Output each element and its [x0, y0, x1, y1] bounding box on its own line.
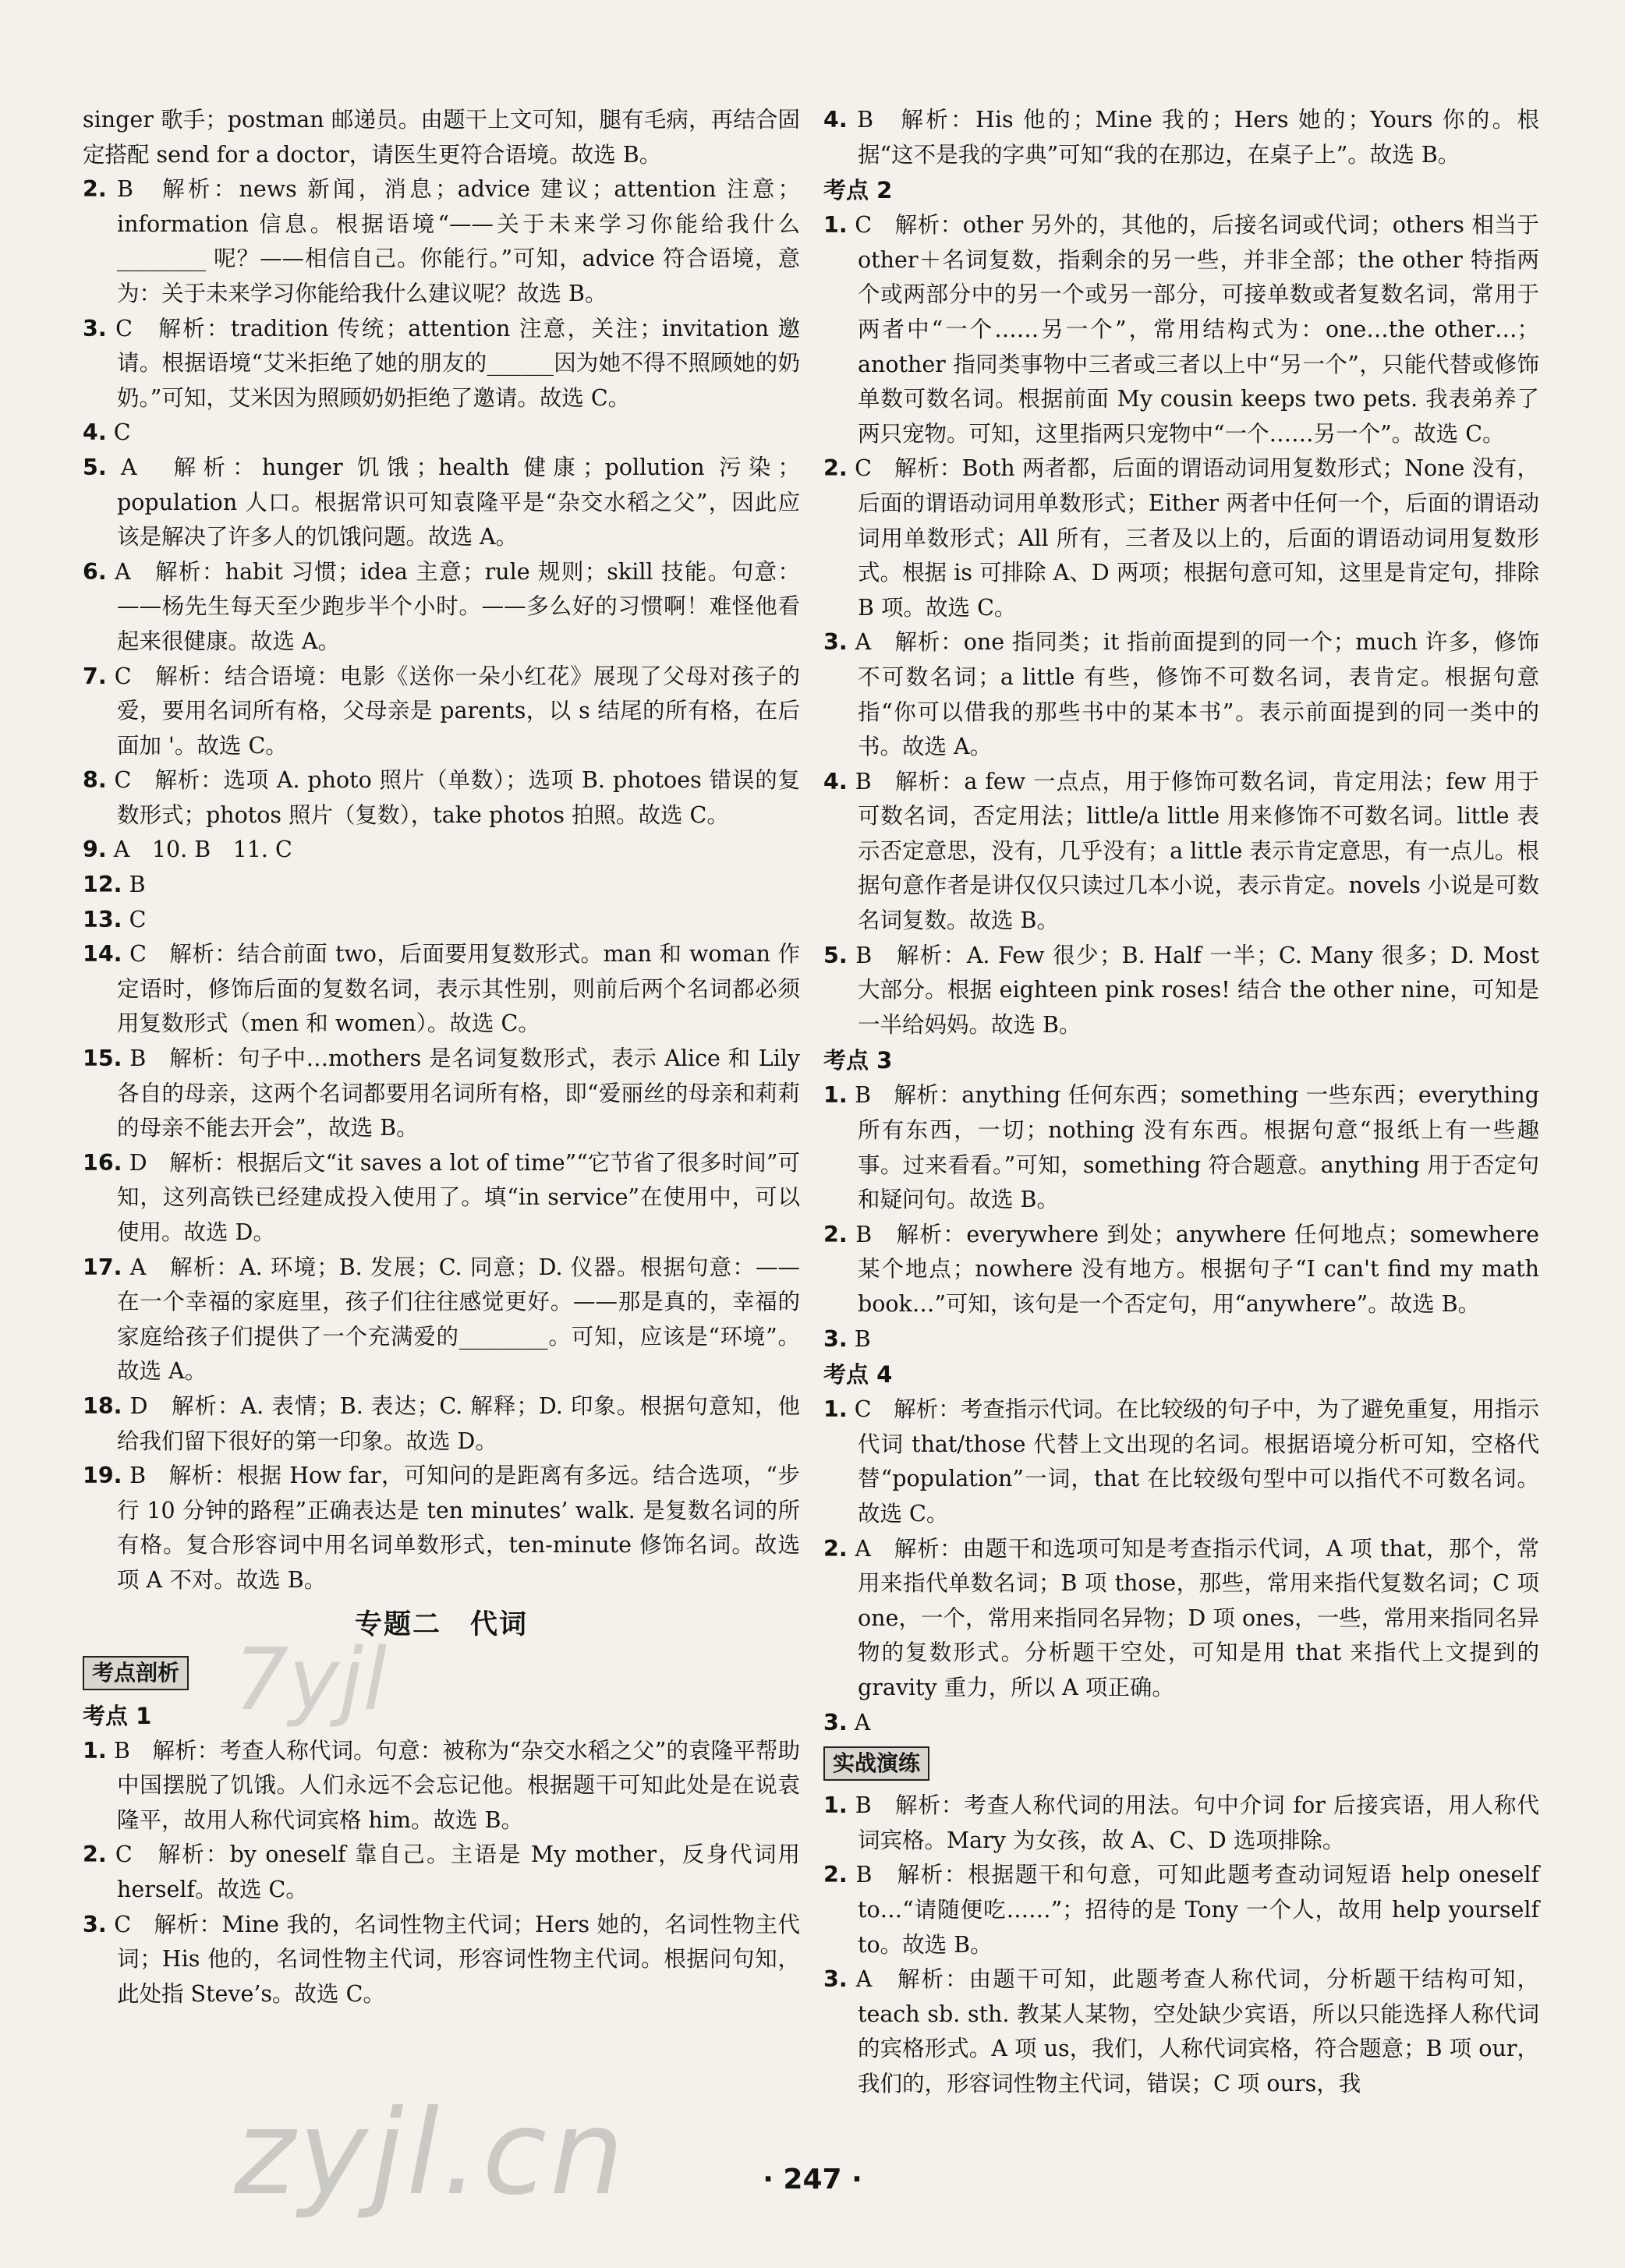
answer-item [83, 1734, 800, 1838]
answer-item [83, 1838, 800, 1907]
item-number: 2. [823, 1862, 848, 1888]
boxed-label-row [823, 1740, 1539, 1789]
answer-item [83, 937, 800, 1042]
item-number: 2. [83, 1842, 107, 1868]
watermark-mid: 7yjl [234, 1629, 388, 1729]
item-number: 3. [83, 1911, 107, 1937]
item-number: 17. [83, 1254, 122, 1280]
answer-item [823, 939, 1539, 1043]
item-number: 12. [83, 872, 122, 898]
section-heading: 考点 2 [823, 177, 893, 204]
item-number: 1. [823, 1082, 848, 1109]
item-text: B 解析：根据 How far，可知问的是距离有多远。结合选项，“步行 10 分钟的路程”正确表达是 ten minutes’ walk. 是复数名词的所有格。复合形容词中用名词单数形式，ten-minute 修饰名词。故选项 A 不对。故选 B。 [117, 1463, 800, 1593]
answer-item [83, 1146, 800, 1251]
item-text: A [854, 1709, 871, 1735]
answer-item [823, 1858, 1539, 1962]
item-number: 2. [823, 455, 848, 482]
answer-item [823, 103, 1539, 172]
item-text: A 解析：A. 环境；B. 发展；C. 同意；D. 仪器。根据句意：——在一个幸福的家庭里，孩子们往往感觉更好。——那是真的，幸福的家庭给孩子们提供了一个充满爱的________。可知，应该是“环境”。故选 A。 [117, 1254, 800, 1385]
topic-title: 专题二 代词 [354, 1608, 528, 1640]
answer-item [83, 1459, 800, 1598]
answer-item [83, 868, 800, 903]
answer-item [83, 1908, 800, 2012]
item-text: C 解析：Mine 我的，名词性物主代词；Hers 她的，名词性物主代词；His 他的，名词性物主代词，形容词性物主代词。根据问句知，此处指 Steve’s。故选 C。 [114, 1911, 800, 2007]
answer-item [823, 1789, 1539, 1858]
boxed-label: 实战演练 [823, 1746, 929, 1781]
right-column [823, 103, 1539, 2101]
item-text: D 解析：A. 表情；B. 表达；C. 解释；D. 印象。根据句意知，他给我们留下很好的第一印象。故选 D。 [117, 1392, 800, 1454]
item-text: A 解析：hunger 饥饿；health 健康；pollution 污染；population 人口。根据常识可知袁隆平是“杂交水稻之父”，因此应该是解决了许多人的饥饿问题。故选 A。 [117, 454, 800, 550]
answer-item [823, 625, 1539, 764]
item-number: 15. [83, 1046, 122, 1072]
item-text: B [129, 872, 146, 898]
answer-item [823, 1078, 1539, 1217]
item-number: 4. [823, 107, 848, 133]
answer-item [83, 833, 800, 868]
answer-item [83, 451, 800, 555]
item-text: C [113, 419, 131, 446]
item-text: B 解析：everywhere 到处；anywhere 任何地点；somewhere 某个地点；nowhere 没有地方。根据句子“I can't find my math book…”可知，该句是一个否定句，用“anywhere”。故选 B。 [855, 1221, 1540, 1317]
item-text: B [854, 1325, 871, 1352]
item-number: 4. [83, 419, 107, 446]
item-number: 1. [823, 1396, 848, 1423]
section-heading: 考点 3 [823, 1047, 893, 1074]
item-text: B 解析：A. Few 很少；B. Half 一半；C. Many 很多；D. Most 大部分。根据 eighteen pink roses! 结合 the other nine，可知是一半给妈妈。故选 B。 [855, 942, 1539, 1038]
item-text: B 解析：news 新闻，消息；advice 建议；attention 注意；information 信息。根据语境“——关于未来学习你能给我什么________ 呢？——相信自己。你能行。”可知，advice 符合语境，意为：关于未来学习你能给我什么建议呢？故选 B。 [117, 176, 800, 306]
boxed-label-row [83, 1650, 800, 1698]
answer-item [83, 416, 800, 451]
item-number: 6. [83, 558, 107, 585]
answer-item [823, 1706, 1539, 1741]
item-number: 16. [83, 1149, 122, 1176]
item-number: 5. [823, 942, 848, 968]
item-number: 5. [83, 454, 107, 480]
item-text: C 解析：Both 两者都，后面的谓语动词用复数形式；None 没有，后面的谓语动词用单数形式；Either 两者中任何一个，后面的谓语动词用单数形式；All 所有，三者及以上的，后面的谓语动词用复数形式。根据 is 可排除 A、D 两项；根据句意可知，这里是肯定句，排除 B 项。故选 C。 [855, 455, 1540, 621]
item-number: 1. [823, 1792, 848, 1819]
item-number: 9. [83, 837, 107, 863]
item-number: 1. [823, 212, 848, 239]
item-number: 1. [83, 1737, 107, 1764]
item-text: C 解析：结合前面 two，后面要用复数形式。man 和 woman 作定语时，修饰后面的复数名词，表示其性别，则前后两个名词都必须用复数形式（men 和 women）。故选 C。 [117, 941, 800, 1037]
item-number: 7. [83, 663, 107, 689]
answer-item [83, 172, 800, 311]
item-text: B 解析：考查人称代词。句意：被称为“杂交水稻之父”的袁隆平帮助中国摆脱了饥饿。人们永远不会忘记他。根据题干可知此处是在说袁隆平，故用人称代词宾格 him。故选 B。 [113, 1737, 801, 1833]
item-number: 3. [823, 1966, 848, 1993]
answer-item [83, 1389, 800, 1459]
item-text: B 解析：a few 一点点，用于修饰可数名词，肯定用法；few 用于可数名词，否定用法；little/a little 用来修饰不可数名词。little 表示否定意思，没有，几乎没有；a little 表示肯定意思，有一点儿。根据句意作者是讲仅仅只读过几本小说，表示肯定。novels 小说是可数名词复数。故选 B。 [855, 768, 1540, 934]
item-number: 3. [823, 1709, 848, 1735]
item-text: C 解析：tradition 传统；attention 注意，关注；invitation 邀请。根据语境“艾米拒绝了她的朋友的______因为她不得不照顾她的奶奶。”可知，艾米因为照顾奶奶拒绝了邀请。故选 C。 [115, 315, 801, 411]
item-text: C 解析：结合语境：电影《送你一朵小红花》展现了父母对孩子的爱，要用名词所有格，父母亲是 parents，以 s 结尾的所有格，在后面加 '。故选 C。 [114, 663, 800, 759]
item-text: B 解析：根据题干和句意，可知此题考查动词短语 help oneself to…“请随便吃……”；招待的是 Tony 一个人，故用 help yourself to。故选 B。 [855, 1862, 1540, 1958]
page-number: · 247 · [763, 2164, 862, 2195]
watermark: zyjl.cn [234, 2086, 628, 2221]
item-text: B 解析：考查人称代词的用法。句中介词 for 后接宾语，用人称代词宾格。Mary 为女孩，故 A、C、D 选项排除。 [855, 1792, 1539, 1853]
item-text: C 解析：选项 A. photo 照片（单数）；选项 B. photoes 错误的复数形式；photos 照片（复数），take photos 拍照。故选 C。 [114, 767, 800, 828]
item-text: A 解析：habit 习惯；idea 主意；rule 规则；skill 技能。句意：——杨先生每天至少跑步半个小时。——多么好的习惯啊！难怪他看起来很健康。故选 A。 [115, 558, 800, 654]
answer-item [83, 1042, 800, 1146]
answer-item [823, 208, 1539, 451]
boxed-label: 考点剖析 [83, 1656, 189, 1690]
item-text: B 解析：His 他的；Mine 我的；Hers 她的；Yours 你的。根据“这不是我的字典”可知“我的在那边，在桌子上”。故选 B。 [857, 107, 1539, 168]
answer-item [83, 763, 800, 833]
answer-text: singer 歌手；postman 邮递员。由题干上文可知，腿有毛病，再结合固定搭配 send for a doctor，请医生更符合语境。故选 B。 [83, 107, 800, 168]
item-number: 2. [823, 1535, 848, 1562]
item-text: C 解析：by oneself 靠自己。主语是 My mother，反身代词用 herself。故选 C。 [115, 1842, 800, 1902]
item-number: 18. [83, 1392, 122, 1419]
answer-item [823, 451, 1539, 625]
answer-item [83, 1251, 800, 1389]
item-number: 19. [83, 1463, 122, 1489]
section-heading: 考点 4 [823, 1361, 893, 1389]
answer-item [823, 765, 1539, 939]
item-number: 14. [83, 941, 122, 968]
item-text: A 解析：由题干和选项可知是考查指示代词，A 项 that，那个，常用来指代单数名词；B 项 those，那些，常用来指代复数名词；C 项 one，一个，常用来指同名异物；D 项 ones，一些，常用来指同名异物的复数形式。分析题干空处，可知是用 that 来指代上文提到的 gravity 重力，所以 A 项正确。 [855, 1535, 1539, 1700]
item-number: 2. [823, 1221, 848, 1247]
answer-item [823, 1392, 1539, 1531]
item-text: C [129, 906, 147, 932]
answer-item [83, 660, 800, 764]
item-number: 3. [83, 315, 107, 341]
answer-item [823, 1322, 1539, 1357]
item-number: 2. [83, 176, 107, 203]
item-text: A 10. B 11. C [113, 837, 292, 863]
item-text: C 解析：考查指示代词。在比较级的句子中，为了避免重复，用指示代词 that/those 代替上文出现的名词。根据语境分析可知，空格代替“population”一词，that 在比较级句型中可以指代不可数名词。故选 C。 [854, 1396, 1539, 1527]
item-number: 3. [823, 629, 848, 656]
answer-item [823, 1532, 1539, 1706]
item-text: B 解析：anything 任何东西；something 一些东西；everything 所有东西，一切；nothing 没有东西。根据句意“报纸上有一些趣事。过来看看。”可知，something 符合题意。anything 用于否定句和疑问句。故选 B。 [855, 1082, 1540, 1213]
answer-item [823, 1962, 1539, 2101]
item-text: C 解析：other 另外的，其他的，后接名词或代词；others 相当于 other＋名词复数，指剩余的另一些，并非全部；the other 特指两个或两部分中的另一个或另一部分，可接单数或者复数名词，常用于两者中“一个……另一个”，常用结构式为：one…the other…；another 指同类事物中三者或三者以上中“另一个”，只能代替或修饰单数可数名词。根据前面 My cousin keeps two pets. 我表弟养了两只宠物。可知，这里指两只宠物中“一个……另一个”。故选 C。 [855, 212, 1539, 447]
item-number: 3. [823, 1325, 848, 1352]
item-text: A 解析：one 指同类；it 指前面提到的同一个；much 许多，修饰不可数名词；a little 有些，修饰不可数名词，表肯定。根据句意指“你可以借我的那些书中的某本书”。表示前面提到的同一类中的书。故选 A。 [855, 629, 1540, 760]
item-text: A 解析：由题干可知，此题考查人称代词，分析题干结构可知，teach sb. sth. 教某人某物，空处缺少宾语，所以只能选择人称代词的宾格形式。A 项 us，我们，人称代词宾格，符合题意；B 项 our，我们的，形容词性物主代词，错误；C 项 ours，我 [855, 1966, 1539, 2096]
answer-item [83, 555, 800, 660]
item-text: D 解析：根据后文“it saves a lot of time”“它节省了很多时间”可知，这列高铁已经建成投入使用了。填“in service”在使用中，可以使用。故选 D。 [117, 1149, 801, 1245]
item-number: 8. [83, 767, 107, 794]
answer-item [83, 903, 800, 938]
section-heading: 考点 1 [83, 1702, 152, 1729]
item-text: B 解析：句子中…mothers 是名词复数形式，表示 Alice 和 Lily 各自的母亲，这两个名词都要用名词所有格，即“爱丽丝的母亲和莉莉的母亲不能去开会”，故选 B。 [117, 1046, 801, 1141]
left-column [83, 103, 800, 2011]
answer-item [823, 1218, 1539, 1322]
item-number: 4. [823, 768, 848, 794]
item-number: 13. [83, 906, 122, 932]
answer-item [83, 312, 800, 416]
